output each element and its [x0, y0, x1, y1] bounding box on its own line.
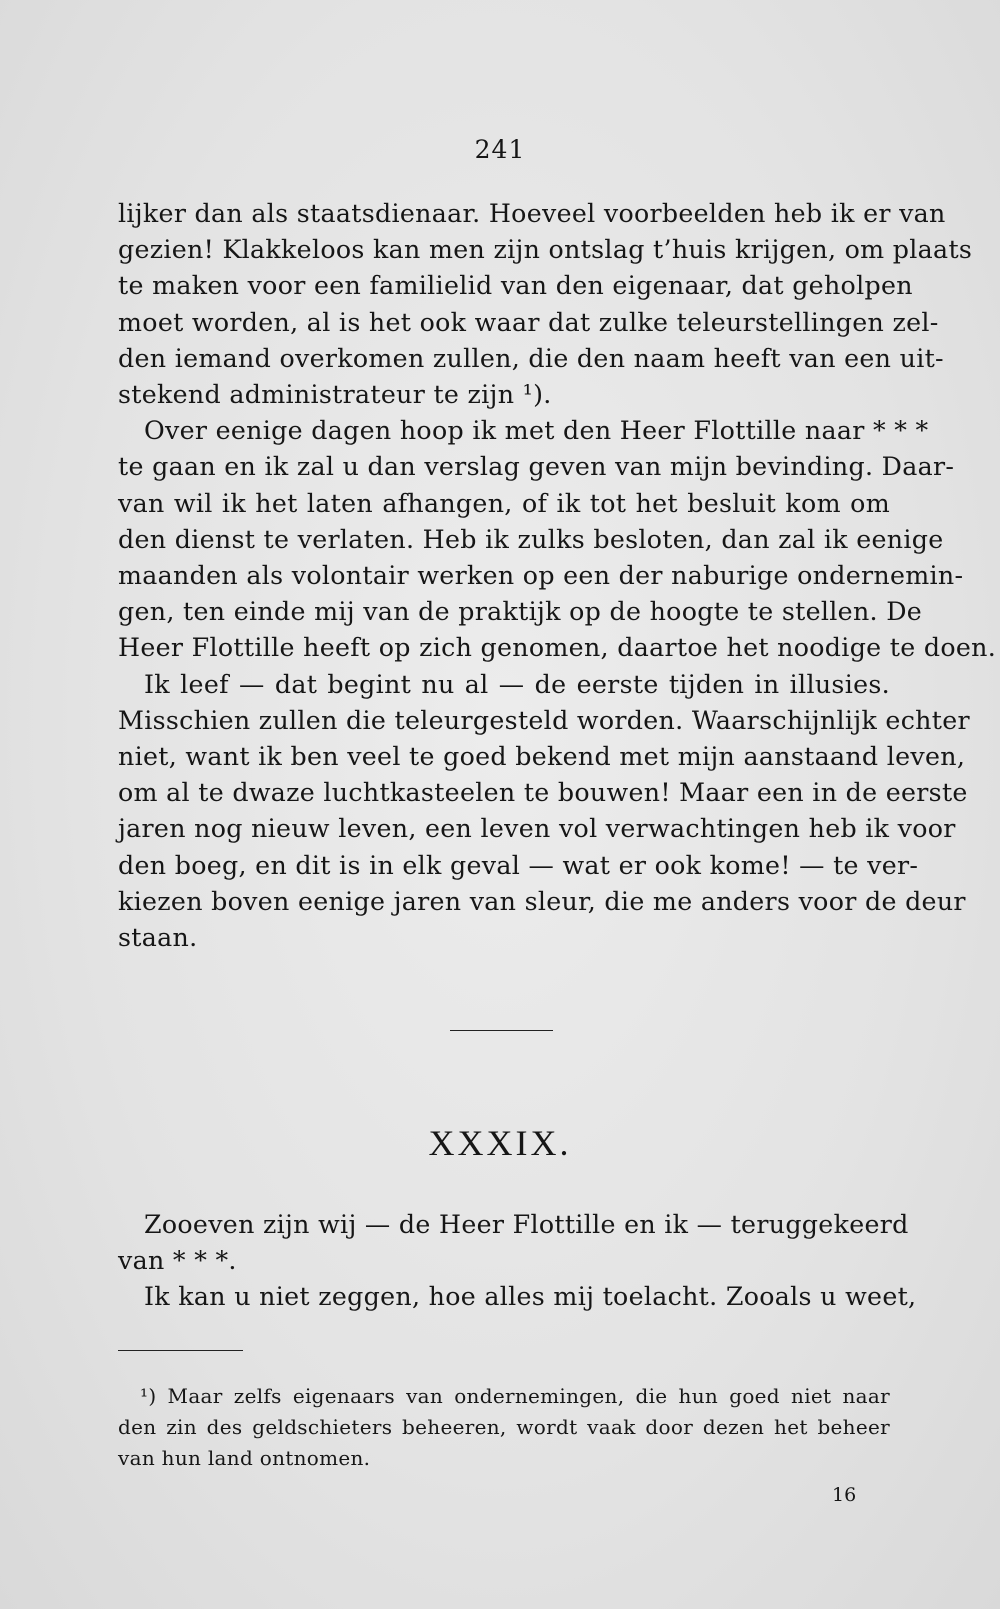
- paragraph-line: kiezen boven eenige jaren van sleur, die me anders voor de deur: [118, 886, 966, 916]
- paragraph-line: stekend administrateur te zijn ¹).: [118, 380, 552, 410]
- paragraph-line: gen, ten einde mij van de praktijk op de hoogte te stellen. De: [118, 597, 923, 627]
- paragraph-line: Zooeven zijn wij — de Heer Flottille en ik — teruggekeerd: [144, 1210, 909, 1239]
- section-separator: [450, 1030, 553, 1031]
- body-text-lower: [118, 1207, 917, 1316]
- paragraph-line: jaren nog nieuw leven, een leven vol verwachtingen heb ik voor: [118, 814, 956, 844]
- body-text-upper: [118, 196, 997, 956]
- paragraph-line: te maken voor een familielid van den eigenaar, dat geholpen: [118, 271, 913, 301]
- paragraph-line: den iemand overkomen zullen, die den naam heeft van een uit-: [118, 343, 944, 373]
- paragraph-line: den dienst te verlaten. Heb ik zulks besloten, dan zal ik eenige: [118, 524, 944, 554]
- paragraph-line: Misschien zullen die teleurgesteld worden. Waarschijnlijk echter: [118, 705, 970, 735]
- paragraph-line: maanden als volontair werken op een der naburige ondernemin-: [118, 561, 964, 591]
- footnote: [118, 1381, 890, 1474]
- paragraph-line: Heer Flottille heeft op zich genomen, daartoe het noodige te doen.: [118, 633, 997, 663]
- paragraph-line: Ik kan u niet zeggen, hoe alles mij toelacht. Zooals u weet,: [144, 1282, 917, 1312]
- paragraph-line: Over eenige dagen hoop ik met den Heer Flottille naar * * *: [144, 416, 929, 446]
- paragraph-line: lijker dan als staatsdienaar. Hoeveel voorbeelden heb ik er van: [118, 199, 946, 228]
- paragraph-line: van wil ik het laten afhangen, of ik tot het besluit kom om: [118, 488, 890, 518]
- signature-mark: 16: [832, 1484, 857, 1506]
- paragraph-line: om al te dwaze luchtkasteelen te bouwen! Maar een in de eerste: [118, 778, 968, 808]
- paragraph-line: niet, want ik ben veel te goed bekend met mijn aanstaand leven,: [118, 742, 966, 772]
- paragraph-line: van * * *.: [118, 1246, 237, 1276]
- paragraph-line: den boeg, en dit is in elk geval — wat er ook kome! — te ver-: [118, 850, 919, 880]
- footnote-line: ¹) Maar zelfs eigenaars van ondernemingen, die hun goed niet naar: [140, 1384, 890, 1408]
- paragraph-line: staan.: [118, 923, 198, 953]
- paragraph-line: gezien! Klakkeloos kan men zijn ontslag t’huis krijgen, om plaats: [118, 235, 973, 265]
- footnote-rule: [118, 1350, 243, 1351]
- footnote-line: van hun land ontnomen.: [118, 1446, 371, 1470]
- footnote-line: den zin des geldschieters beheeren, wordt vaak door dezen het beheer: [118, 1415, 890, 1439]
- paragraph-line: Ik leef — dat begint nu al — de eerste tijden in illusies.: [144, 669, 890, 699]
- paragraph-line: moet worden, al is het ook waar dat zulke teleurstellingen zel-: [118, 307, 939, 337]
- chapter-heading: XXXIX.: [428, 1123, 572, 1163]
- page-number: 241: [474, 135, 526, 164]
- paragraph-line: te gaan en ik zal u dan verslag geven van mijn bevinding. Daar-: [118, 452, 955, 482]
